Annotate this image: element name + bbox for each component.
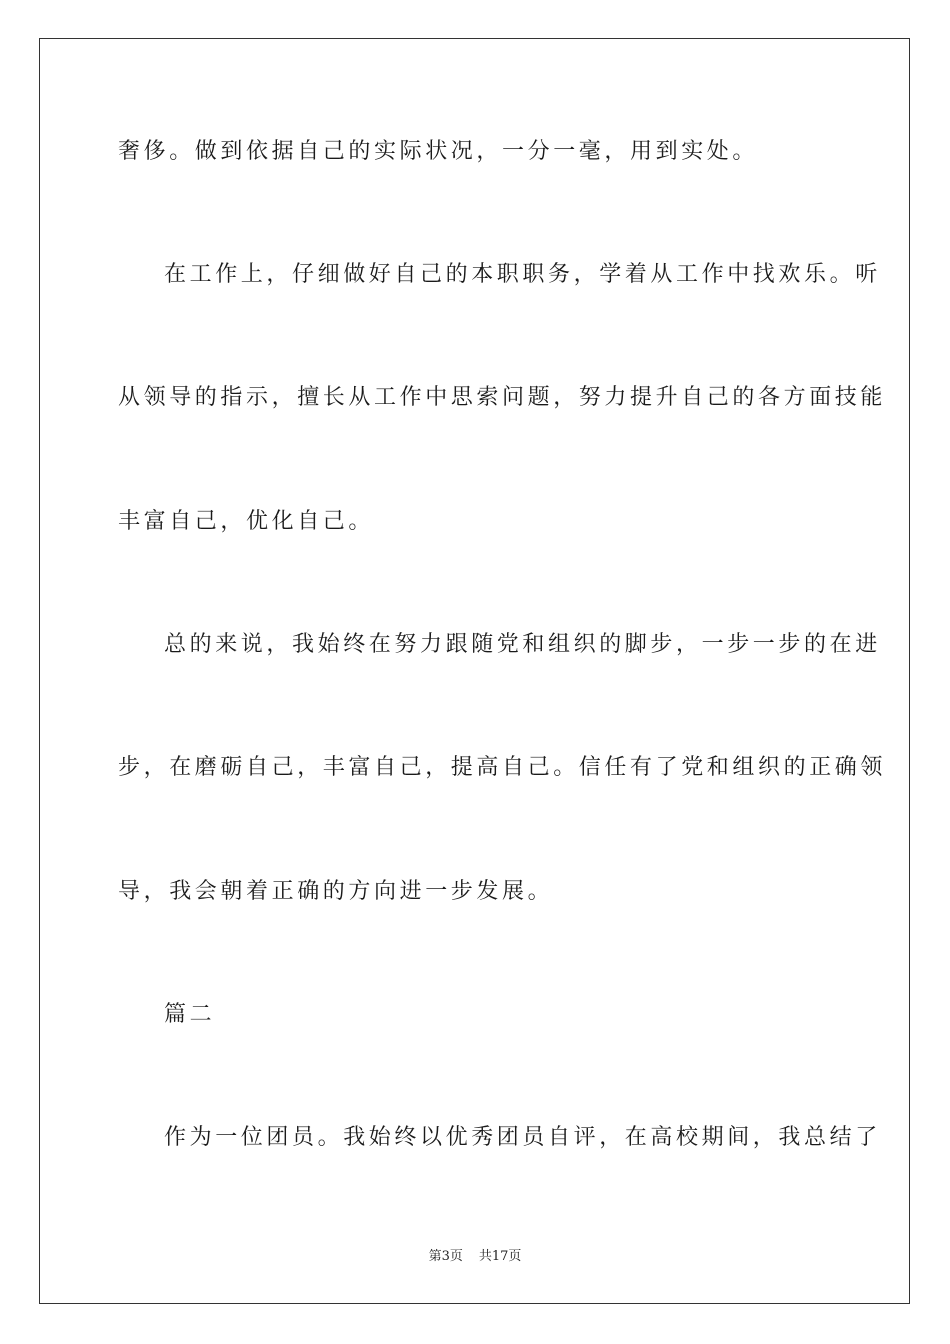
- paragraph-line-1: 奢侈。做到依据自己的实际状况，一分一毫，用到实处。: [118, 139, 759, 164]
- paragraph-line-2: 在工作上，仔细做好自己的本职职务，学着从工作中找欢乐。听: [164, 262, 881, 287]
- page-footer: [0, 1248, 950, 1266]
- paragraph-line-5: 总的来说，我始终在努力跟随党和组织的脚步，一步一步的在进: [164, 632, 881, 657]
- section-heading: 篇二: [164, 1002, 216, 1027]
- page-total: 共17页: [478, 1249, 522, 1264]
- paragraph-line-6: 步，在磨砺自己，丰富自己，提高自己。信任有了党和组织的正确领: [118, 755, 887, 780]
- page-border: [39, 38, 910, 1304]
- paragraph-line-9: 作为一位团员。我始终以优秀团员自评，在高校期间，我总结了: [164, 1125, 881, 1150]
- page-number: 第3页: [428, 1249, 463, 1264]
- paragraph-line-4: 丰富自己，优化自己。: [118, 509, 375, 534]
- paragraph-line-3: 从领导的指示，擅长从工作中思索问题，努力提升自己的各方面技能: [118, 385, 887, 410]
- paragraph-line-7: 导，我会朝着正确的方向进一步发展。: [118, 879, 554, 904]
